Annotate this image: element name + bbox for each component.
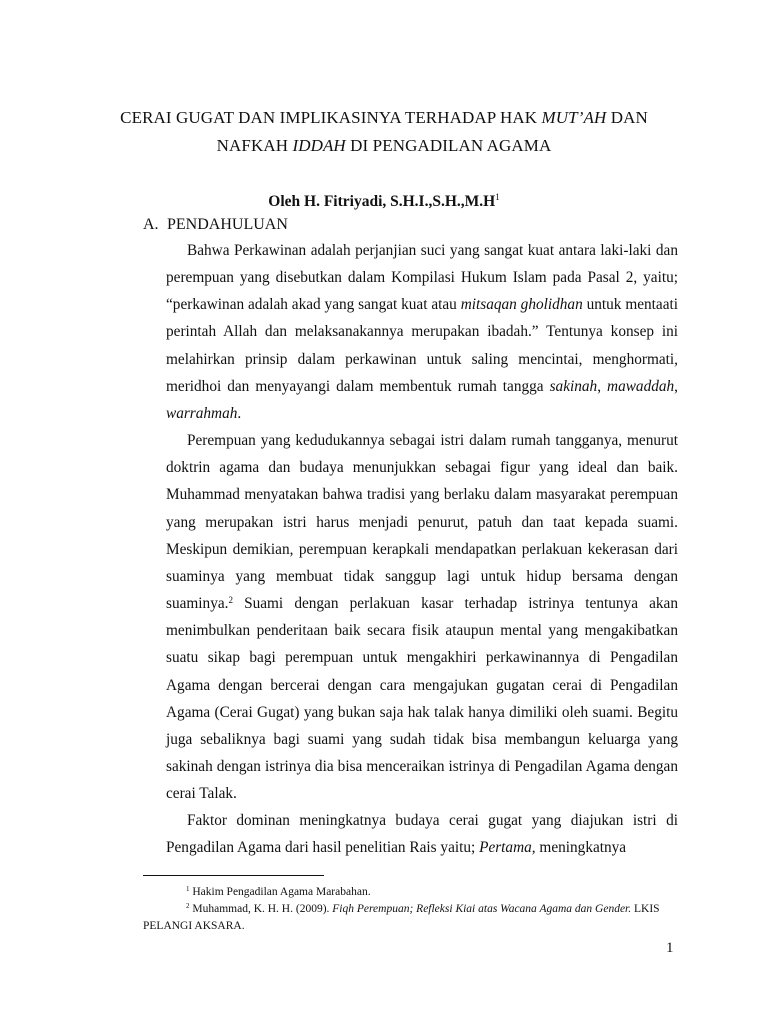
italic-term: mitsaqan gholidhan (460, 296, 583, 314)
text-run: Bahwa Perkawinan adalah perjanjian suci yang sangat kuat antara laki-laki dan perempuan yang disebutkan dalam Kompilasi Hukum Islam pada Pasal 2, yaitu; “perkawinan adalah akad yang sangat kuat atau (166, 242, 678, 314)
footnote-ref: 2 (228, 595, 233, 606)
footnote-2 (143, 901, 678, 935)
paper-title-line-1 (100, 108, 668, 128)
author-name: Oleh H. Fitriyadi, S.H.I.,S.H.,M.H (268, 193, 496, 210)
title-italic-term: MUT’AH (541, 108, 607, 127)
title-italic-term: IDDAH (292, 136, 346, 155)
text-run: meningkatnya (535, 839, 627, 857)
italic-term: sakinah (549, 377, 598, 395)
title-text: CERAI GUGAT DAN IMPLIKASINYA TERHADAP HAK (120, 108, 542, 127)
text-run: Faktor dominan meningkatnya budaya cerai gugat yang diajukan istri di Pengadilan Agama dari hasil penelitian Rais yaitu; (166, 812, 678, 857)
footnote-italic-title: Fiqh Perempuan; Refleksi Kiai atas Wacana Agama dan Gender. (332, 903, 632, 915)
italic-term: warrahmah (166, 404, 238, 422)
footnote-ref: 1 (495, 192, 500, 202)
footnote-number: 2 (186, 902, 190, 910)
italic-term: mawaddah (607, 377, 675, 395)
footnote-number: 1 (186, 885, 190, 893)
text-run: Suami dengan perlakuan kasar terhadap istrinya tentunya akan menimbulkan penderitaan baik secara fisik ataupun mental yang mengakibatkan suatu sikap bagi perempuan untuk mengakhiri perkawinannya di Pengadilan Agama dengan bercerai dengan cara mengajukan gugatan cerai di Pengadilan Agama (Cerai Gugat) yang bukan saja hak talak hanya dimiliki oleh suami. Begitu juga sebaliknya bagi suami yang sudah tidak bisa membangun keluarga yang sakinah dengan istrinya dia bisa menceraikan istrinya di Pengadilan Agama dengan cerai Talak. (166, 595, 678, 803)
page-number: 1 (666, 940, 674, 956)
text-run: Perempuan yang kedudukannya sebagai istri dalam rumah tangganya, menurut doktrin agama dan budaya menunjukkan sebagai figur yang ideal dan baik. Muhammad menyatakan bahwa tradisi yang berlaku dalam masyarakat perempuan yang merupakan istri harus menjadi penurut, patuh dan taat kepada suami. Meskipun demikian, perempuan kerapkali mendapatkan perlakuan kekerasan dari suaminya yang membuat tidak sanggup lagi untuk hidup bersama dengan suaminya. (166, 432, 678, 613)
author-line (100, 192, 668, 211)
paragraph-1 (166, 237, 678, 427)
text-run: , (597, 377, 608, 395)
footnote-separator (143, 875, 324, 876)
section-number: A. (143, 216, 159, 233)
text-run: untuk mentaati perintah Allah dan melaksanakannya merupakan ibadah.” Tentunya konsep ini melahirkan prinsip dalam perkawinan untuk saling mencintai, menghormati, meridhoi dan menyayangi dalam membentuk rumah tangga (166, 296, 678, 395)
footnote-text: LKIS PELANGI AKSARA. (143, 903, 660, 932)
paragraph-2 (166, 427, 678, 807)
footnote-text: Hakim Pengadilan Agama Marabahan. (189, 886, 371, 898)
title-text: DAN (606, 108, 648, 127)
text-run: . (237, 404, 242, 422)
paragraph-3 (166, 807, 678, 861)
footnote-text: Muhammad, K. H. H. (2009). (189, 903, 333, 915)
title-text: DI PENGADILAN AGAMA (345, 136, 552, 155)
paper-title-line-2 (100, 136, 668, 156)
italic-term: Pertama, (479, 839, 536, 857)
section-title: PENDAHULUAN (167, 216, 288, 233)
title-text: NAFKAH (216, 136, 293, 155)
footnote-1 (143, 884, 678, 901)
body-text (166, 237, 678, 862)
section-heading (143, 216, 288, 234)
text-run: , (674, 377, 678, 395)
